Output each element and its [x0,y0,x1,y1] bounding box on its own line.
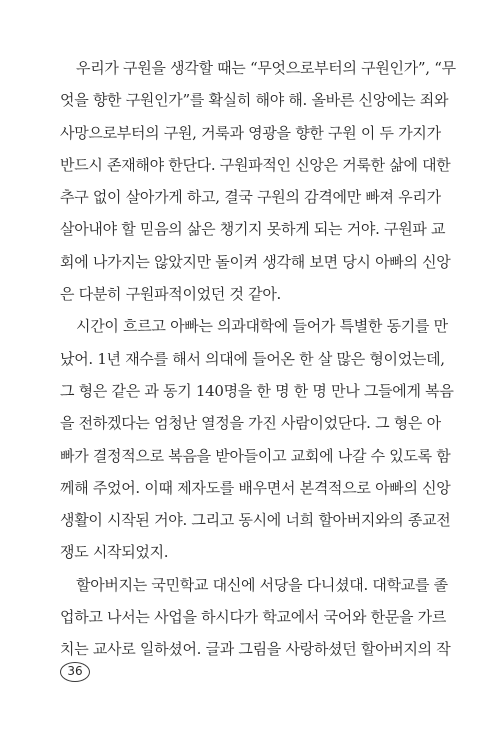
text-line: 생활이 시작된 거야. 그리고 동시에 너희 할아버지와의 종교전 [60,511,451,530]
text-line: 살아내야 할 믿음의 삶은 챙기지 못하게 되는 거야. 구원파 교 [60,220,446,239]
text-line: 시간이 흐르고 아빠는 의과대학에 들어가 특별한 동기를 만 [76,317,448,336]
text-line: 엇을 향한 구원인가”를 확실히 해야 해. 올바른 신앙에는 죄와 [60,91,449,110]
paragraph [60,569,451,666]
paragraph [60,52,456,310]
text-line: 반드시 존재해야 한단다. 구원파적인 신앙은 거룩한 삶에 대한 [60,155,451,174]
text-line: 을 전하겠다는 엄청난 열정을 가진 사람이었단다. 그 형은 아 [60,414,441,433]
text-line: 할아버지는 국민학교 대신에 서당을 다니셨대. 대학교를 졸 [76,575,448,594]
text-line: 은 다분히 구원파적이었던 것 같아. [60,285,282,304]
text-line: 빠가 결정적으로 복음을 받아들이고 교회에 나갈 수 있도록 함 [60,446,451,465]
text-line: 께해 주었어. 이때 제자도를 배우면서 본격적으로 아빠의 신앙 [60,478,451,497]
text-line: 우리가 구원을 생각할 때는 “무엇으로부터의 구원인가”, “무 [76,59,456,77]
page-number-badge: 36 [60,662,90,682]
text-line: 추구 없이 살아가게 하고, 결국 구원의 감격에만 빠져 우리가 [60,188,441,207]
body-text [60,52,456,666]
text-line: 났어. 1년 재수를 해서 의대에 들어온 한 살 많은 형이었는데, [60,349,445,368]
text-line: 그 형은 같은 과 동기 140명을 한 명 한 명 만나 그들에게 복음 [60,381,454,400]
text-line: 사망으로부터의 구원, 거룩과 영광을 향한 구원 이 두 가지가 [60,123,441,142]
paragraph [60,310,454,568]
text-line: 업하고 나서는 사업을 하시다가 학교에서 국어와 한문을 가르 [60,608,447,627]
text-line: 치는 교사로 일하셨어. 글과 그림을 사랑하셨던 할아버지의 작 [60,640,451,659]
text-line: 회에 나가지는 않았지만 돌이켜 생각해 보면 당시 아빠의 신앙 [60,252,451,271]
text-line: 쟁도 시작되었지. [60,543,169,562]
